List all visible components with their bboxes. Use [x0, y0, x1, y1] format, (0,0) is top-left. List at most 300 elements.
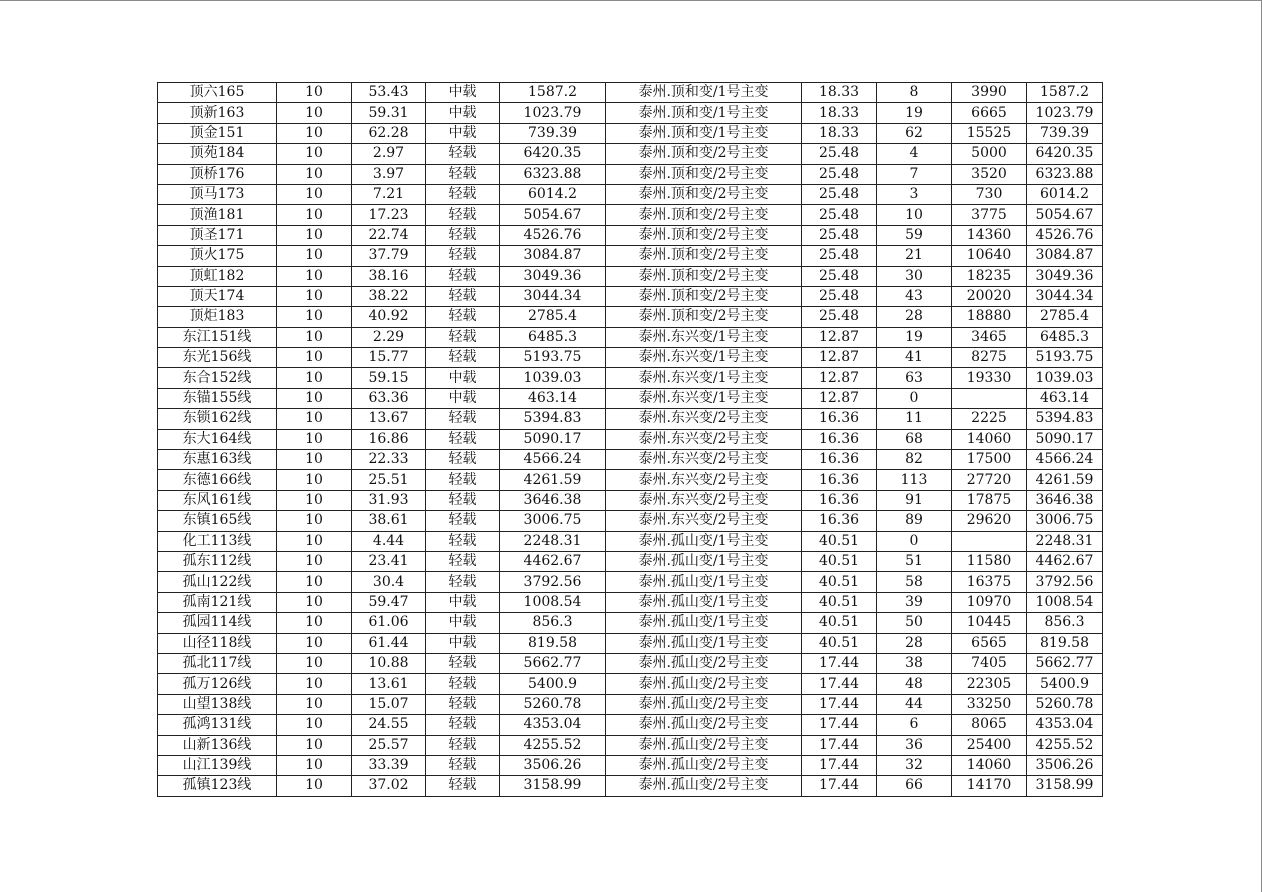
cell-capacity: 3158.99 [500, 776, 606, 796]
cell-voltage: 10 [277, 755, 352, 775]
cell-remaining-capacity: 3792.56 [1027, 572, 1103, 592]
cell-capacity: 1587.2 [500, 83, 606, 103]
cell-remaining-capacity: 6014.2 [1027, 184, 1103, 204]
cell-load-status: 中载 [426, 388, 500, 408]
cell-transformer-rate: 16.36 [802, 511, 877, 531]
cell-load-rate: 37.79 [352, 246, 426, 266]
cell-capacity: 5400.9 [500, 674, 606, 694]
cell-user-count: 63 [877, 368, 952, 388]
cell-load-status: 轻载 [426, 470, 500, 490]
cell-line-name: 化工113线 [158, 531, 277, 551]
cell-transformer: 泰州.孤山变/1号主变 [606, 633, 802, 653]
cell-line-name: 顶金151 [158, 123, 277, 143]
cell-user-count: 38 [877, 653, 952, 673]
cell-transformer-rate: 40.51 [802, 633, 877, 653]
cell-voltage: 10 [277, 225, 352, 245]
table-row [158, 184, 1103, 204]
cell-load-rate: 7.21 [352, 184, 426, 204]
cell-line-name: 顶火175 [158, 246, 277, 266]
cell-user-count: 113 [877, 470, 952, 490]
cell-user-count: 0 [877, 531, 952, 551]
cell-capacity: 3006.75 [500, 511, 606, 531]
cell-remaining-capacity: 3158.99 [1027, 776, 1103, 796]
cell-voltage: 10 [277, 286, 352, 306]
cell-line-name: 山江139线 [158, 755, 277, 775]
cell-voltage: 10 [277, 613, 352, 633]
cell-load-status: 中载 [426, 103, 500, 123]
cell-capacity: 5193.75 [500, 348, 606, 368]
cell-remaining-capacity: 1039.03 [1027, 368, 1103, 388]
cell-load-rate: 2.29 [352, 327, 426, 347]
cell-line-name: 顶圣171 [158, 225, 277, 245]
cell-user-capacity: 3465 [952, 327, 1027, 347]
cell-transformer: 泰州.东兴变/2号主变 [606, 470, 802, 490]
cell-user-count: 6 [877, 715, 952, 735]
cell-voltage: 10 [277, 776, 352, 796]
cell-capacity: 2785.4 [500, 307, 606, 327]
table-row [158, 368, 1103, 388]
cell-user-capacity [952, 388, 1027, 408]
cell-capacity: 6420.35 [500, 144, 606, 164]
cell-remaining-capacity: 4462.67 [1027, 551, 1103, 571]
cell-user-capacity: 3775 [952, 205, 1027, 225]
cell-load-status: 轻载 [426, 348, 500, 368]
cell-capacity: 1008.54 [500, 592, 606, 612]
cell-load-rate: 23.41 [352, 551, 426, 571]
cell-transformer-rate: 18.33 [802, 103, 877, 123]
cell-load-status: 轻载 [426, 409, 500, 429]
cell-voltage: 10 [277, 633, 352, 653]
cell-line-name: 顶桥176 [158, 164, 277, 184]
cell-user-capacity: 18235 [952, 266, 1027, 286]
cell-voltage: 10 [277, 694, 352, 714]
cell-capacity: 4261.59 [500, 470, 606, 490]
cell-line-name: 顶天174 [158, 286, 277, 306]
cell-user-capacity: 27720 [952, 470, 1027, 490]
cell-voltage: 10 [277, 123, 352, 143]
cell-voltage: 10 [277, 653, 352, 673]
cell-user-capacity: 33250 [952, 694, 1027, 714]
table-row [158, 592, 1103, 612]
cell-transformer-rate: 40.51 [802, 572, 877, 592]
cell-line-name: 东合152线 [158, 368, 277, 388]
cell-transformer: 泰州.顶和变/2号主变 [606, 266, 802, 286]
cell-user-capacity: 6665 [952, 103, 1027, 123]
cell-capacity: 819.58 [500, 633, 606, 653]
cell-load-rate: 31.93 [352, 490, 426, 510]
cell-capacity: 3044.34 [500, 286, 606, 306]
cell-transformer-rate: 17.44 [802, 674, 877, 694]
cell-load-rate: 24.55 [352, 715, 426, 735]
cell-load-rate: 53.43 [352, 83, 426, 103]
cell-remaining-capacity: 2248.31 [1027, 531, 1103, 551]
cell-transformer: 泰州.孤山变/1号主变 [606, 531, 802, 551]
cell-user-capacity: 10445 [952, 613, 1027, 633]
cell-load-rate: 25.51 [352, 470, 426, 490]
cell-transformer-rate: 18.33 [802, 83, 877, 103]
cell-voltage: 10 [277, 205, 352, 225]
cell-capacity: 5662.77 [500, 653, 606, 673]
cell-load-rate: 4.44 [352, 531, 426, 551]
cell-capacity: 856.3 [500, 613, 606, 633]
cell-voltage: 10 [277, 470, 352, 490]
cell-line-name: 山径118线 [158, 633, 277, 653]
cell-capacity: 1039.03 [500, 368, 606, 388]
cell-load-rate: 38.61 [352, 511, 426, 531]
cell-transformer-rate: 17.44 [802, 735, 877, 755]
table-row [158, 123, 1103, 143]
cell-voltage: 10 [277, 144, 352, 164]
cell-user-count: 0 [877, 388, 952, 408]
cell-transformer: 泰州.孤山变/2号主变 [606, 653, 802, 673]
cell-transformer-rate: 16.36 [802, 490, 877, 510]
cell-remaining-capacity: 4526.76 [1027, 225, 1103, 245]
cell-transformer: 泰州.东兴变/2号主变 [606, 490, 802, 510]
cell-load-rate: 38.16 [352, 266, 426, 286]
cell-user-capacity: 29620 [952, 511, 1027, 531]
cell-remaining-capacity: 4255.52 [1027, 735, 1103, 755]
table-row [158, 633, 1103, 653]
cell-load-rate: 30.4 [352, 572, 426, 592]
cell-user-count: 51 [877, 551, 952, 571]
cell-transformer: 泰州.顶和变/2号主变 [606, 184, 802, 204]
cell-remaining-capacity: 1587.2 [1027, 83, 1103, 103]
cell-transformer-rate: 25.48 [802, 164, 877, 184]
cell-user-count: 36 [877, 735, 952, 755]
cell-user-count: 3 [877, 184, 952, 204]
cell-transformer-rate: 25.48 [802, 144, 877, 164]
cell-load-rate: 2.97 [352, 144, 426, 164]
cell-line-name: 东江151线 [158, 327, 277, 347]
cell-load-status: 轻载 [426, 776, 500, 796]
cell-user-count: 32 [877, 755, 952, 775]
cell-transformer-rate: 25.48 [802, 205, 877, 225]
cell-transformer-rate: 40.51 [802, 551, 877, 571]
cell-load-status: 轻载 [426, 755, 500, 775]
cell-load-status: 轻载 [426, 225, 500, 245]
cell-load-status: 轻载 [426, 490, 500, 510]
table-row [158, 531, 1103, 551]
cell-user-capacity: 14060 [952, 755, 1027, 775]
table-row [158, 653, 1103, 673]
cell-remaining-capacity: 1008.54 [1027, 592, 1103, 612]
cell-transformer-rate: 16.36 [802, 429, 877, 449]
cell-user-count: 91 [877, 490, 952, 510]
cell-user-count: 68 [877, 429, 952, 449]
cell-remaining-capacity: 5193.75 [1027, 348, 1103, 368]
cell-transformer-rate: 25.48 [802, 225, 877, 245]
cell-user-capacity: 8065 [952, 715, 1027, 735]
cell-user-count: 7 [877, 164, 952, 184]
cell-line-name: 孤鸿131线 [158, 715, 277, 735]
cell-capacity: 5260.78 [500, 694, 606, 714]
cell-remaining-capacity: 3049.36 [1027, 266, 1103, 286]
cell-capacity: 5090.17 [500, 429, 606, 449]
cell-load-status: 轻载 [426, 572, 500, 592]
cell-load-rate: 59.15 [352, 368, 426, 388]
table-row [158, 755, 1103, 775]
cell-load-status: 轻载 [426, 307, 500, 327]
cell-user-count: 62 [877, 123, 952, 143]
cell-capacity: 6323.88 [500, 164, 606, 184]
cell-line-name: 顶六165 [158, 83, 277, 103]
cell-line-name: 孤北117线 [158, 653, 277, 673]
cell-load-rate: 13.61 [352, 674, 426, 694]
cell-load-status: 中载 [426, 123, 500, 143]
cell-user-count: 39 [877, 592, 952, 612]
cell-user-capacity: 18880 [952, 307, 1027, 327]
table-row [158, 225, 1103, 245]
table-row [158, 572, 1103, 592]
table-body [158, 83, 1103, 797]
cell-user-capacity [952, 531, 1027, 551]
cell-user-count: 89 [877, 511, 952, 531]
cell-transformer-rate: 25.48 [802, 307, 877, 327]
cell-transformer: 泰州.孤山变/1号主变 [606, 551, 802, 571]
cell-voltage: 10 [277, 511, 352, 531]
cell-transformer: 泰州.孤山变/2号主变 [606, 776, 802, 796]
cell-capacity: 4526.76 [500, 225, 606, 245]
table-row [158, 388, 1103, 408]
cell-user-count: 59 [877, 225, 952, 245]
cell-user-count: 43 [877, 286, 952, 306]
cell-remaining-capacity: 3506.26 [1027, 755, 1103, 775]
cell-user-count: 10 [877, 205, 952, 225]
cell-user-count: 21 [877, 246, 952, 266]
cell-capacity: 463.14 [500, 388, 606, 408]
cell-load-rate: 40.92 [352, 307, 426, 327]
cell-load-status: 中载 [426, 633, 500, 653]
cell-load-rate: 15.07 [352, 694, 426, 714]
cell-user-capacity: 11580 [952, 551, 1027, 571]
table-row [158, 307, 1103, 327]
cell-voltage: 10 [277, 715, 352, 735]
cell-line-name: 顶虹182 [158, 266, 277, 286]
cell-load-status: 轻载 [426, 450, 500, 470]
cell-remaining-capacity: 6323.88 [1027, 164, 1103, 184]
cell-user-capacity: 14360 [952, 225, 1027, 245]
cell-remaining-capacity: 3044.34 [1027, 286, 1103, 306]
cell-transformer: 泰州.东兴变/2号主变 [606, 511, 802, 531]
cell-load-status: 轻载 [426, 205, 500, 225]
table-row [158, 144, 1103, 164]
cell-transformer-rate: 12.87 [802, 327, 877, 347]
cell-load-status: 轻载 [426, 511, 500, 531]
cell-remaining-capacity: 3646.38 [1027, 490, 1103, 510]
cell-user-count: 41 [877, 348, 952, 368]
cell-load-rate: 33.39 [352, 755, 426, 775]
cell-voltage: 10 [277, 307, 352, 327]
cell-transformer-rate: 16.36 [802, 409, 877, 429]
cell-remaining-capacity: 3084.87 [1027, 246, 1103, 266]
cell-user-capacity: 2225 [952, 409, 1027, 429]
table-row [158, 674, 1103, 694]
cell-transformer-rate: 18.33 [802, 123, 877, 143]
cell-user-capacity: 17500 [952, 450, 1027, 470]
cell-user-capacity: 17875 [952, 490, 1027, 510]
feeder-load-table [157, 82, 1103, 797]
cell-transformer: 泰州.东兴变/2号主变 [606, 429, 802, 449]
cell-user-capacity: 6565 [952, 633, 1027, 653]
cell-remaining-capacity: 4353.04 [1027, 715, 1103, 735]
cell-load-status: 轻载 [426, 246, 500, 266]
cell-transformer: 泰州.孤山变/2号主变 [606, 735, 802, 755]
cell-load-rate: 22.33 [352, 450, 426, 470]
cell-remaining-capacity: 5260.78 [1027, 694, 1103, 714]
cell-capacity: 3049.36 [500, 266, 606, 286]
cell-user-capacity: 16375 [952, 572, 1027, 592]
cell-user-capacity: 730 [952, 184, 1027, 204]
cell-transformer: 泰州.顶和变/2号主变 [606, 205, 802, 225]
cell-load-status: 轻载 [426, 286, 500, 306]
cell-load-status: 中载 [426, 368, 500, 388]
cell-line-name: 孤东112线 [158, 551, 277, 571]
cell-load-status: 轻载 [426, 184, 500, 204]
table-row [158, 205, 1103, 225]
cell-line-name: 东德166线 [158, 470, 277, 490]
cell-load-rate: 17.23 [352, 205, 426, 225]
cell-transformer-rate: 17.44 [802, 755, 877, 775]
cell-transformer-rate: 17.44 [802, 694, 877, 714]
table-row [158, 327, 1103, 347]
cell-line-name: 东镇165线 [158, 511, 277, 531]
cell-capacity: 1023.79 [500, 103, 606, 123]
cell-line-name: 顶渔181 [158, 205, 277, 225]
table-row [158, 266, 1103, 286]
cell-transformer: 泰州.顶和变/1号主变 [606, 83, 802, 103]
table-row [158, 613, 1103, 633]
cell-voltage: 10 [277, 450, 352, 470]
cell-transformer-rate: 25.48 [802, 246, 877, 266]
cell-transformer: 泰州.东兴变/1号主变 [606, 388, 802, 408]
cell-transformer-rate: 12.87 [802, 368, 877, 388]
cell-user-count: 82 [877, 450, 952, 470]
cell-capacity: 5054.67 [500, 205, 606, 225]
cell-remaining-capacity: 856.3 [1027, 613, 1103, 633]
cell-line-name: 东锁162线 [158, 409, 277, 429]
cell-transformer-rate: 25.48 [802, 184, 877, 204]
cell-transformer-rate: 17.44 [802, 715, 877, 735]
cell-transformer: 泰州.顶和变/2号主变 [606, 164, 802, 184]
cell-voltage: 10 [277, 246, 352, 266]
cell-load-status: 轻载 [426, 653, 500, 673]
cell-load-status: 轻载 [426, 164, 500, 184]
cell-voltage: 10 [277, 735, 352, 755]
cell-load-status: 轻载 [426, 674, 500, 694]
cell-load-status: 轻载 [426, 429, 500, 449]
cell-load-rate: 37.02 [352, 776, 426, 796]
cell-voltage: 10 [277, 531, 352, 551]
cell-remaining-capacity: 5394.83 [1027, 409, 1103, 429]
cell-transformer-rate: 40.51 [802, 531, 877, 551]
cell-capacity: 4462.67 [500, 551, 606, 571]
cell-transformer: 泰州.东兴变/1号主变 [606, 348, 802, 368]
cell-transformer: 泰州.孤山变/1号主变 [606, 592, 802, 612]
cell-transformer: 泰州.顶和变/2号主变 [606, 246, 802, 266]
cell-remaining-capacity: 6420.35 [1027, 144, 1103, 164]
cell-capacity: 3792.56 [500, 572, 606, 592]
cell-line-name: 东风161线 [158, 490, 277, 510]
table-row [158, 735, 1103, 755]
cell-transformer: 泰州.东兴变/1号主变 [606, 327, 802, 347]
cell-transformer: 泰州.顶和变/1号主变 [606, 123, 802, 143]
cell-capacity: 6014.2 [500, 184, 606, 204]
cell-load-rate: 63.36 [352, 388, 426, 408]
cell-transformer: 泰州.孤山变/1号主变 [606, 572, 802, 592]
cell-load-status: 中载 [426, 592, 500, 612]
cell-load-rate: 13.67 [352, 409, 426, 429]
cell-user-capacity: 5000 [952, 144, 1027, 164]
cell-load-rate: 25.57 [352, 735, 426, 755]
cell-load-status: 轻载 [426, 735, 500, 755]
cell-transformer: 泰州.顶和变/2号主变 [606, 225, 802, 245]
cell-user-capacity: 10640 [952, 246, 1027, 266]
cell-remaining-capacity: 5400.9 [1027, 674, 1103, 694]
cell-load-status: 轻载 [426, 144, 500, 164]
cell-user-capacity: 20020 [952, 286, 1027, 306]
cell-transformer: 泰州.孤山变/2号主变 [606, 755, 802, 775]
cell-user-count: 19 [877, 103, 952, 123]
cell-line-name: 东惠163线 [158, 450, 277, 470]
cell-line-name: 孤南121线 [158, 592, 277, 612]
cell-capacity: 4353.04 [500, 715, 606, 735]
table-row [158, 450, 1103, 470]
cell-transformer-rate: 40.51 [802, 592, 877, 612]
table-row [158, 103, 1103, 123]
cell-load-status: 中载 [426, 83, 500, 103]
cell-user-capacity: 7405 [952, 653, 1027, 673]
cell-load-rate: 62.28 [352, 123, 426, 143]
cell-remaining-capacity: 819.58 [1027, 633, 1103, 653]
table-row [158, 429, 1103, 449]
cell-transformer: 泰州.孤山变/2号主变 [606, 674, 802, 694]
cell-line-name: 孤山122线 [158, 572, 277, 592]
cell-voltage: 10 [277, 266, 352, 286]
cell-transformer: 泰州.顶和变/2号主变 [606, 286, 802, 306]
cell-user-capacity: 19330 [952, 368, 1027, 388]
cell-line-name: 孤万126线 [158, 674, 277, 694]
table-row [158, 286, 1103, 306]
table-row [158, 490, 1103, 510]
cell-user-count: 30 [877, 266, 952, 286]
cell-remaining-capacity: 4566.24 [1027, 450, 1103, 470]
cell-capacity: 6485.3 [500, 327, 606, 347]
cell-line-name: 东光156线 [158, 348, 277, 368]
table-row [158, 409, 1103, 429]
table-row [158, 551, 1103, 571]
cell-user-capacity: 14060 [952, 429, 1027, 449]
cell-line-name: 顶炬183 [158, 307, 277, 327]
cell-voltage: 10 [277, 83, 352, 103]
cell-remaining-capacity: 2785.4 [1027, 307, 1103, 327]
table-row [158, 83, 1103, 103]
cell-transformer: 泰州.顶和变/1号主变 [606, 103, 802, 123]
cell-user-capacity: 14170 [952, 776, 1027, 796]
cell-transformer: 泰州.顶和变/2号主变 [606, 307, 802, 327]
cell-remaining-capacity: 4261.59 [1027, 470, 1103, 490]
cell-transformer-rate: 12.87 [802, 348, 877, 368]
cell-line-name: 顶马173 [158, 184, 277, 204]
cell-load-rate: 61.06 [352, 613, 426, 633]
cell-user-capacity: 10970 [952, 592, 1027, 612]
cell-user-capacity: 3990 [952, 83, 1027, 103]
cell-transformer-rate: 16.36 [802, 470, 877, 490]
cell-user-capacity: 25400 [952, 735, 1027, 755]
cell-voltage: 10 [277, 348, 352, 368]
cell-voltage: 10 [277, 103, 352, 123]
cell-transformer-rate: 16.36 [802, 450, 877, 470]
cell-transformer: 泰州.孤山变/1号主变 [606, 613, 802, 633]
